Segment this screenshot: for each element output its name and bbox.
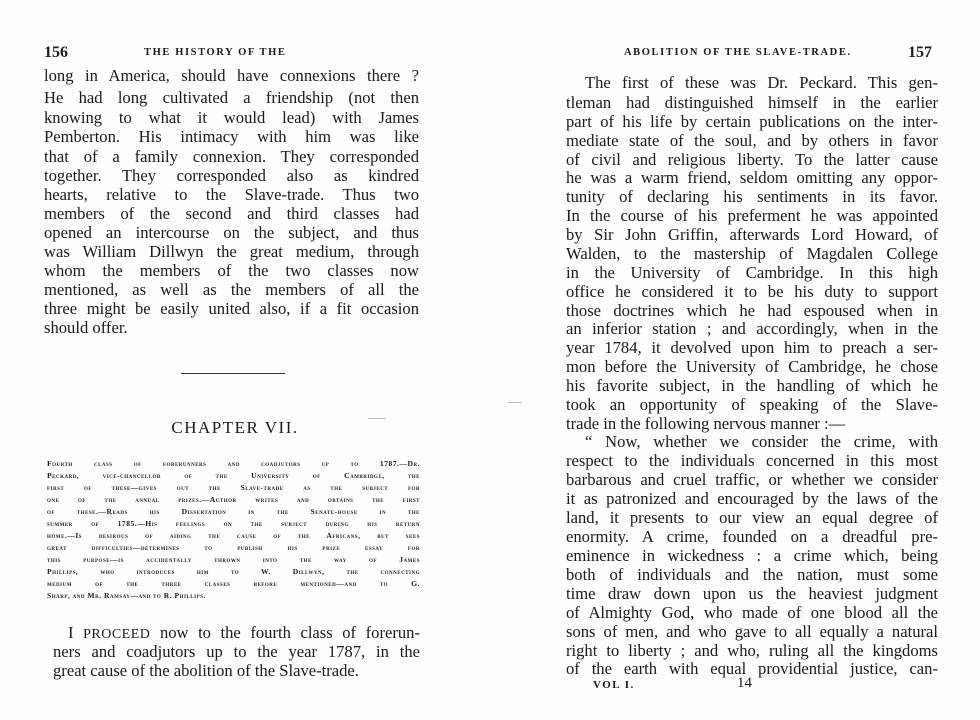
- text-line: mediate state of the soul, and by others in favor: [566, 131, 938, 150]
- text-line: “ Now, whether we consider the crime, with: [585, 432, 938, 451]
- text-line: should offer.: [44, 318, 128, 337]
- text-line: by Sir John Griffin, afterwards Lord Howard, of: [566, 225, 938, 244]
- text-line: both of individuals and the nation, must some: [566, 565, 938, 584]
- text-line: sons of men, and who gave to all equally a natural: [566, 622, 938, 641]
- text-line: whom the members of the two classes now: [44, 261, 419, 280]
- text-line: Walden, to the mastership of Magdalen College: [566, 244, 938, 263]
- left-page: [0, 0, 470, 720]
- small-caps-word: PROCEED: [83, 627, 151, 642]
- text-line: that of a family connexion. They corresponded: [44, 147, 419, 166]
- opening-line-text: now to the fourth class of forerun-: [150, 623, 420, 642]
- text-line: right to liberty ; and who, ruling all the kingdoms: [566, 641, 938, 660]
- right-page: [500, 0, 980, 720]
- text-line: three might be easily united also, if a fit occasion: [44, 299, 419, 318]
- text-line: of the earth with equal providential justice, can-: [566, 659, 938, 678]
- signature-mark: VOL I.: [593, 679, 635, 691]
- opening-line: [68, 623, 420, 644]
- text-line: tunity of declaring his sentiments in its favor.: [566, 187, 938, 206]
- text-line: barbarous and cruel traffic, or whether we consider: [566, 470, 938, 489]
- summary-line: first of these—gives out the Slave-trade as the subject for: [47, 483, 420, 492]
- summary-line: Fourth class of forerunners and coadjutors up to 1787.—Dr.: [47, 459, 420, 468]
- summary-line: Sharp, and Mr. Ramsay—and to R. Phillips.: [47, 591, 206, 600]
- initial-letter: I: [68, 623, 74, 642]
- text-line: took an opportunity of speaking of the Slave-: [566, 395, 938, 414]
- text-line: The first of these was Dr. Peckard. This gen-: [585, 73, 938, 92]
- text-line: was William Dillwyn the great medium, through: [44, 242, 419, 261]
- text-line: hearts, relative to the Slave-trade. Thus two: [44, 185, 419, 204]
- opening-line: great cause of the abolition of the Slave-trade.: [53, 661, 359, 680]
- running-head: THE HISTORY OF THE: [144, 47, 287, 58]
- text-line: of civil and religious liberty. To the latter cause: [566, 150, 938, 169]
- text-line: tleman had distinguished himself in the earlier: [566, 93, 938, 112]
- text-line: Pemberton. His intimacy with him was like: [44, 127, 419, 146]
- text-line: knowing to what it would lead) with James: [44, 108, 419, 127]
- text-line: land, it presents to our view an equal degree of: [566, 508, 938, 527]
- text-line: mon before the University of Cambridge, he chose: [566, 357, 938, 376]
- summary-line: medium of the three classes before mentioned—and to G.: [47, 579, 420, 588]
- summary-line: of these.—Reads his Dissertation in the Senate-house in the: [47, 507, 420, 516]
- running-head: ABOLITION OF THE SLAVE-TRADE.: [624, 47, 852, 58]
- summary-line: home.—Is desirous of aiding the cause of the Africans, but sees: [47, 531, 420, 540]
- opening-line: ners and coadjutors up to the year 1787, in the: [53, 642, 420, 661]
- text-line: year 1784, it devolved upon him to preach a ser-: [566, 338, 938, 357]
- text-line: his favorite subject, in the handling of which he: [566, 376, 938, 395]
- text-line: office he considered it to be his duty to support: [566, 282, 938, 301]
- page-number: 156: [44, 44, 68, 61]
- summary-line: this purpose—is accidentally thrown into the way of James: [47, 555, 420, 564]
- text-line: trade in the following nervous manner :—: [566, 414, 846, 433]
- text-line: it as patronized and encouraged by the laws of the: [566, 489, 938, 508]
- page-number: 157: [908, 44, 932, 61]
- section-divider: [181, 373, 285, 374]
- summary-line: Phillips, who introduces him to W. Dillwyn, the connecting: [47, 567, 420, 576]
- chapter-title: CHAPTER VII.: [171, 418, 299, 437]
- text-line: together. They corresponded also as kindred: [44, 166, 419, 185]
- text-line: members of the second and third classes had: [44, 204, 419, 223]
- text-line: enormity. A crime, founded on a dreadful pre-: [566, 527, 938, 546]
- text-line: opened an intercourse on the subject, and thus: [44, 223, 419, 242]
- summary-line: Peckard, vice-chancellor of the University of Cambridge, the: [47, 471, 420, 480]
- text-line: an inferior station ; and accordingly, when in the: [566, 319, 938, 338]
- summary-line: one of the annual prizes.—Author writes and obtains the first: [47, 495, 420, 504]
- text-line: of Almighty God, who made of one blood all the: [566, 603, 938, 622]
- text-line: In the course of his preferment he was appointed: [566, 206, 938, 225]
- text-line: those doctrines which he had espoused when in: [566, 301, 938, 320]
- summary-line: summer of 1785.—His feelings on the subject during his return: [47, 519, 420, 528]
- text-line: time draw down upon us the heaviest judgment: [566, 584, 938, 603]
- text-line: He had long cultivated a friendship (not then: [44, 88, 419, 107]
- text-line: respect to the individuals concerned in this most: [566, 451, 938, 470]
- text-line: mentioned, as well as the members of all the: [44, 280, 419, 299]
- text-line: he was a warm friend, seldom omitting any oppor-: [566, 168, 938, 187]
- text-line: long in America, should have connexions there ?: [44, 66, 419, 85]
- summary-line: great difficulties—determines to publish his prize essay for: [47, 543, 420, 552]
- signature-number: 14: [737, 675, 752, 691]
- text-line: eminence in wickedness : a crime which, being: [566, 546, 938, 565]
- text-line: part of his life by certain publications on the inter-: [566, 112, 938, 131]
- text-line: in the University of Cambridge. In this high: [566, 263, 938, 282]
